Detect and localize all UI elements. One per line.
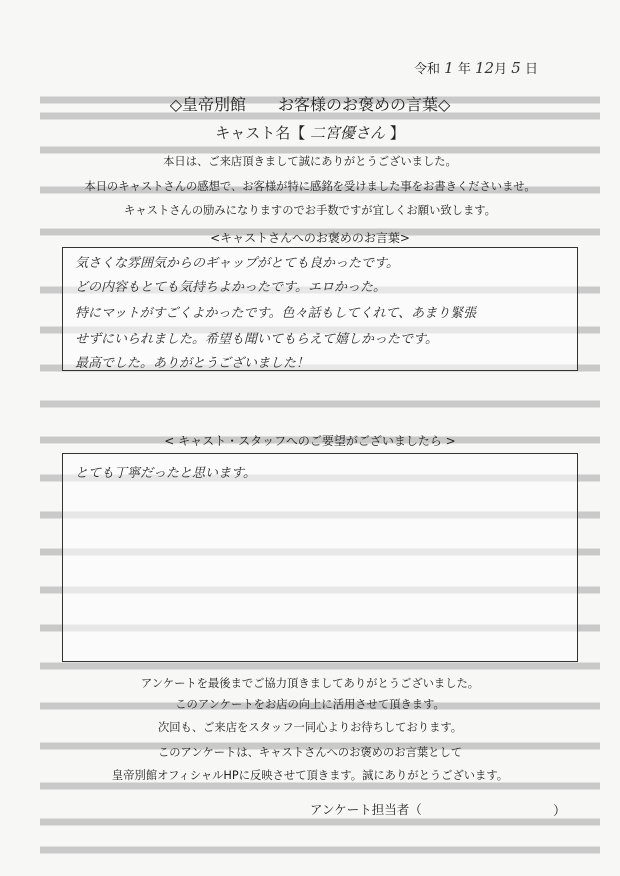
date-era: 令和 <box>414 62 441 77</box>
date-year-handwritten: 1 <box>444 59 454 77</box>
intro-line-3: キャストさんの励みになりますのでお手数ですが宜しくお願い致します。 <box>124 204 496 217</box>
closing-line-2: このアンケートをお店の向上に活用させて頂きます。 <box>175 698 445 711</box>
cast-name-handwritten: 二宮優さん <box>309 124 385 142</box>
praise-line: 気さくな雰囲気からのギャップがとても良かったです。 <box>75 256 399 271</box>
praise-line: どの内容もとても気持ちよかったです。エロかった。 <box>75 280 386 295</box>
request-line: とても丁寧だったと思います。 <box>75 466 256 481</box>
praise-line: 最高でした。ありがとうございました！ <box>75 356 310 371</box>
praise-section-heading: <キャストさんへのお褒めのお言葉> <box>210 231 410 245</box>
cast-name-label: キャスト名【 <box>215 124 306 142</box>
date-day-handwritten: 5 <box>511 59 521 77</box>
closing-line-1: アンケートを最後までご協力頂きましてありがとうございました。 <box>140 677 480 690</box>
closing-line-4: このアンケートは、キャストさんへのお褒めのお言葉として <box>157 746 463 759</box>
intro-line-1: 本日は、ご来店頂きまして誠にありがとうございました。 <box>163 155 457 168</box>
request-box <box>62 453 578 662</box>
request-section-heading: < キャスト・スタッフへのご要望がございましたら > <box>164 434 456 448</box>
closing-line-5: 皇帝別館オフィシャルHPに反映させて頂きます。誠にありがとうございます。 <box>111 769 509 782</box>
date-line <box>414 58 538 77</box>
cast-name-close: 】 <box>389 124 405 142</box>
staff-label: アンケート担当者（ <box>310 802 422 817</box>
date-day-label: 日 <box>524 62 538 77</box>
intro-line-2: 本日のキャストさんの感想で、お客様が特に感銘を受けました事をお書きくださいませ。 <box>84 180 536 193</box>
date-year-label: 年 <box>457 62 471 77</box>
praise-line: せずにいられました。希望も聞いてもらえて嬉しかったです。 <box>75 332 438 347</box>
cast-name-line <box>0 122 620 143</box>
date-month-handwritten: 12 <box>475 59 495 77</box>
staff-close: ） <box>553 804 567 819</box>
page-title: ◇皇帝別館 お客様のお褒めの言葉◇ <box>169 95 451 114</box>
closing-line-3: 次回も、ご来店をスタッフ一同心よりお待ちしております。 <box>157 721 463 734</box>
praise-box <box>62 247 578 371</box>
date-month-label: 月 <box>494 62 508 77</box>
praise-line: 特にマットがすごくよかったです。色々話もしてくれて、あまり緊張 <box>75 306 477 321</box>
